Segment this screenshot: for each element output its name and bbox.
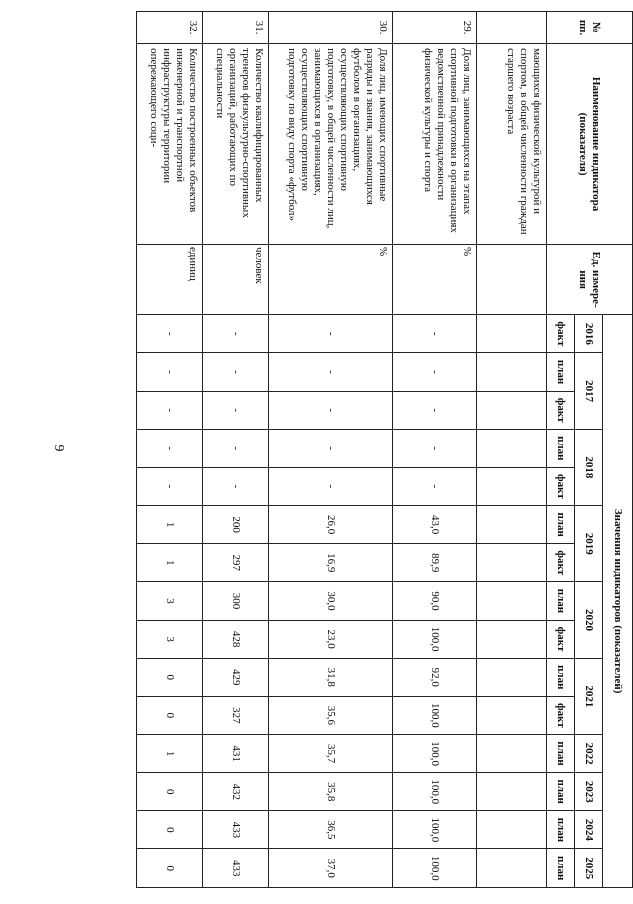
- value-cell: [477, 391, 547, 429]
- value-cell: [477, 658, 547, 696]
- header-sub: план: [547, 658, 575, 696]
- header-sub: факт: [547, 315, 575, 353]
- header-year: 2017: [575, 353, 603, 429]
- value-cell: [477, 429, 547, 467]
- value-cell: 428: [203, 620, 269, 658]
- value-cell: 3: [137, 582, 203, 620]
- value-cell: 1: [137, 544, 203, 582]
- value-cell: [477, 582, 547, 620]
- header-year: 2023: [575, 773, 603, 811]
- header-year: 2019: [575, 506, 603, 582]
- value-cell: 3: [137, 620, 203, 658]
- value-cell: -: [137, 315, 203, 353]
- value-cell: 37,0: [269, 849, 393, 888]
- indicator-name: Количество построенных объектов инженерной и транспортной инфраструктуры территории опережающего соци-: [137, 44, 203, 245]
- value-cell: 90,0: [393, 582, 477, 620]
- value-cell: 100,0: [393, 773, 477, 811]
- indicators-table: [136, 11, 633, 888]
- value-cell: [477, 849, 547, 888]
- header-year: 2022: [575, 735, 603, 773]
- value-cell: -: [269, 315, 393, 353]
- header-year: 2016: [575, 315, 603, 353]
- header-year: 2024: [575, 811, 603, 849]
- value-cell: [477, 773, 547, 811]
- value-cell: 16,9: [269, 544, 393, 582]
- row-number: 31.: [203, 12, 269, 44]
- table-row: [269, 12, 393, 888]
- value-cell: 429: [203, 658, 269, 696]
- value-cell: 23,0: [269, 620, 393, 658]
- value-cell: -: [269, 429, 393, 467]
- value-cell: 300: [203, 582, 269, 620]
- value-cell: 431: [203, 735, 269, 773]
- header-sub: факт: [547, 544, 575, 582]
- value-cell: -: [393, 391, 477, 429]
- value-cell: 35,7: [269, 735, 393, 773]
- header-unit: Ед. измере-ния: [547, 244, 633, 314]
- value-cell: 100,0: [393, 735, 477, 773]
- value-cell: -: [393, 467, 477, 505]
- value-cell: 43,0: [393, 506, 477, 544]
- header-sub: план: [547, 506, 575, 544]
- header-sub: план: [547, 811, 575, 849]
- value-cell: 35,8: [269, 773, 393, 811]
- row-number: 29.: [393, 12, 477, 44]
- value-cell: -: [137, 467, 203, 505]
- header-sub: план: [547, 735, 575, 773]
- header-values-group: Значения индикаторов (показателей): [603, 315, 633, 888]
- value-cell: 92,0: [393, 658, 477, 696]
- value-cell: -: [203, 353, 269, 391]
- value-cell: -: [393, 353, 477, 391]
- unit-cell: %: [269, 244, 393, 314]
- value-cell: 36,5: [269, 811, 393, 849]
- row-number: 32.: [137, 12, 203, 44]
- header-sub: план: [547, 429, 575, 467]
- unit-cell: %: [393, 244, 477, 314]
- value-cell: 0: [137, 849, 203, 888]
- value-cell: 89,9: [393, 544, 477, 582]
- table-row: [477, 12, 547, 888]
- value-cell: [477, 315, 547, 353]
- value-cell: 0: [137, 773, 203, 811]
- value-cell: [477, 620, 547, 658]
- header-year: 2020: [575, 582, 603, 658]
- value-cell: -: [137, 429, 203, 467]
- header-year: 2021: [575, 658, 603, 734]
- value-cell: 200: [203, 506, 269, 544]
- unit-cell: единиц: [137, 244, 203, 314]
- value-cell: -: [137, 353, 203, 391]
- value-cell: 327: [203, 696, 269, 734]
- row-number: 30.: [269, 12, 393, 44]
- table-container: [87, 11, 633, 888]
- header-year: 2018: [575, 429, 603, 505]
- table-row: [393, 12, 477, 888]
- value-cell: -: [203, 467, 269, 505]
- rotated-table-area: [87, 11, 633, 888]
- value-cell: 0: [137, 696, 203, 734]
- value-cell: 0: [137, 811, 203, 849]
- value-cell: [477, 544, 547, 582]
- value-cell: 433: [203, 811, 269, 849]
- value-cell: [477, 353, 547, 391]
- value-cell: 1: [137, 735, 203, 773]
- unit-cell: [477, 244, 547, 314]
- indicator-name: Количество квалифицированных тренеров физкультурно-спортивных организаций, работающих по специальности: [203, 44, 269, 245]
- value-cell: 30,0: [269, 582, 393, 620]
- value-cell: 433: [203, 849, 269, 888]
- header-sub: план: [547, 582, 575, 620]
- indicator-name: Доля лиц, имеющих спортивные разряды и звания, занимающихся футболом в организациях, осуществляющих спортивную подготовку, в общей численности лиц, занимающихся в организациях, осуществляющих спортивную подготовку по виду спорта «футбол»: [269, 44, 393, 245]
- header-sub: факт: [547, 696, 575, 734]
- value-cell: 100,0: [393, 696, 477, 734]
- indicator-name: мающихся физической культурой и спортом, в общей численности граждан старшего возраста: [477, 44, 547, 245]
- value-cell: -: [203, 391, 269, 429]
- header-sub: план: [547, 773, 575, 811]
- table-row: [203, 12, 269, 888]
- row-number: [477, 12, 547, 44]
- value-cell: -: [393, 429, 477, 467]
- header-sub: план: [547, 353, 575, 391]
- value-cell: [477, 467, 547, 505]
- value-cell: [477, 696, 547, 734]
- header-sub: факт: [547, 467, 575, 505]
- header-num: № пп.: [547, 12, 633, 44]
- header-year: 2025: [575, 849, 603, 888]
- header-sub: факт: [547, 620, 575, 658]
- value-cell: 297: [203, 544, 269, 582]
- table-row: [137, 12, 203, 888]
- value-cell: [477, 811, 547, 849]
- value-cell: -: [203, 429, 269, 467]
- header-sub: план: [547, 849, 575, 888]
- value-cell: 31,8: [269, 658, 393, 696]
- value-cell: 100,0: [393, 849, 477, 888]
- page-number: 9: [51, 444, 66, 452]
- value-cell: 432: [203, 773, 269, 811]
- value-cell: 1: [137, 506, 203, 544]
- value-cell: -: [137, 391, 203, 429]
- value-cell: 35,6: [269, 696, 393, 734]
- header-name: Наименование индикатора (показателя): [547, 44, 633, 245]
- value-cell: 100,0: [393, 620, 477, 658]
- value-cell: 0: [137, 658, 203, 696]
- value-cell: [477, 506, 547, 544]
- value-cell: -: [269, 467, 393, 505]
- value-cell: 26,0: [269, 506, 393, 544]
- header-sub: факт: [547, 391, 575, 429]
- value-cell: [477, 735, 547, 773]
- unit-cell: человек: [203, 244, 269, 314]
- indicator-name: Доля лиц, занимающихся на этапах спортивной подготовки в организациях ведомственной принадлежности физической культуры и спорта: [393, 44, 477, 245]
- value-cell: -: [393, 315, 477, 353]
- value-cell: 100,0: [393, 811, 477, 849]
- value-cell: -: [203, 315, 269, 353]
- value-cell: -: [269, 391, 393, 429]
- value-cell: -: [269, 353, 393, 391]
